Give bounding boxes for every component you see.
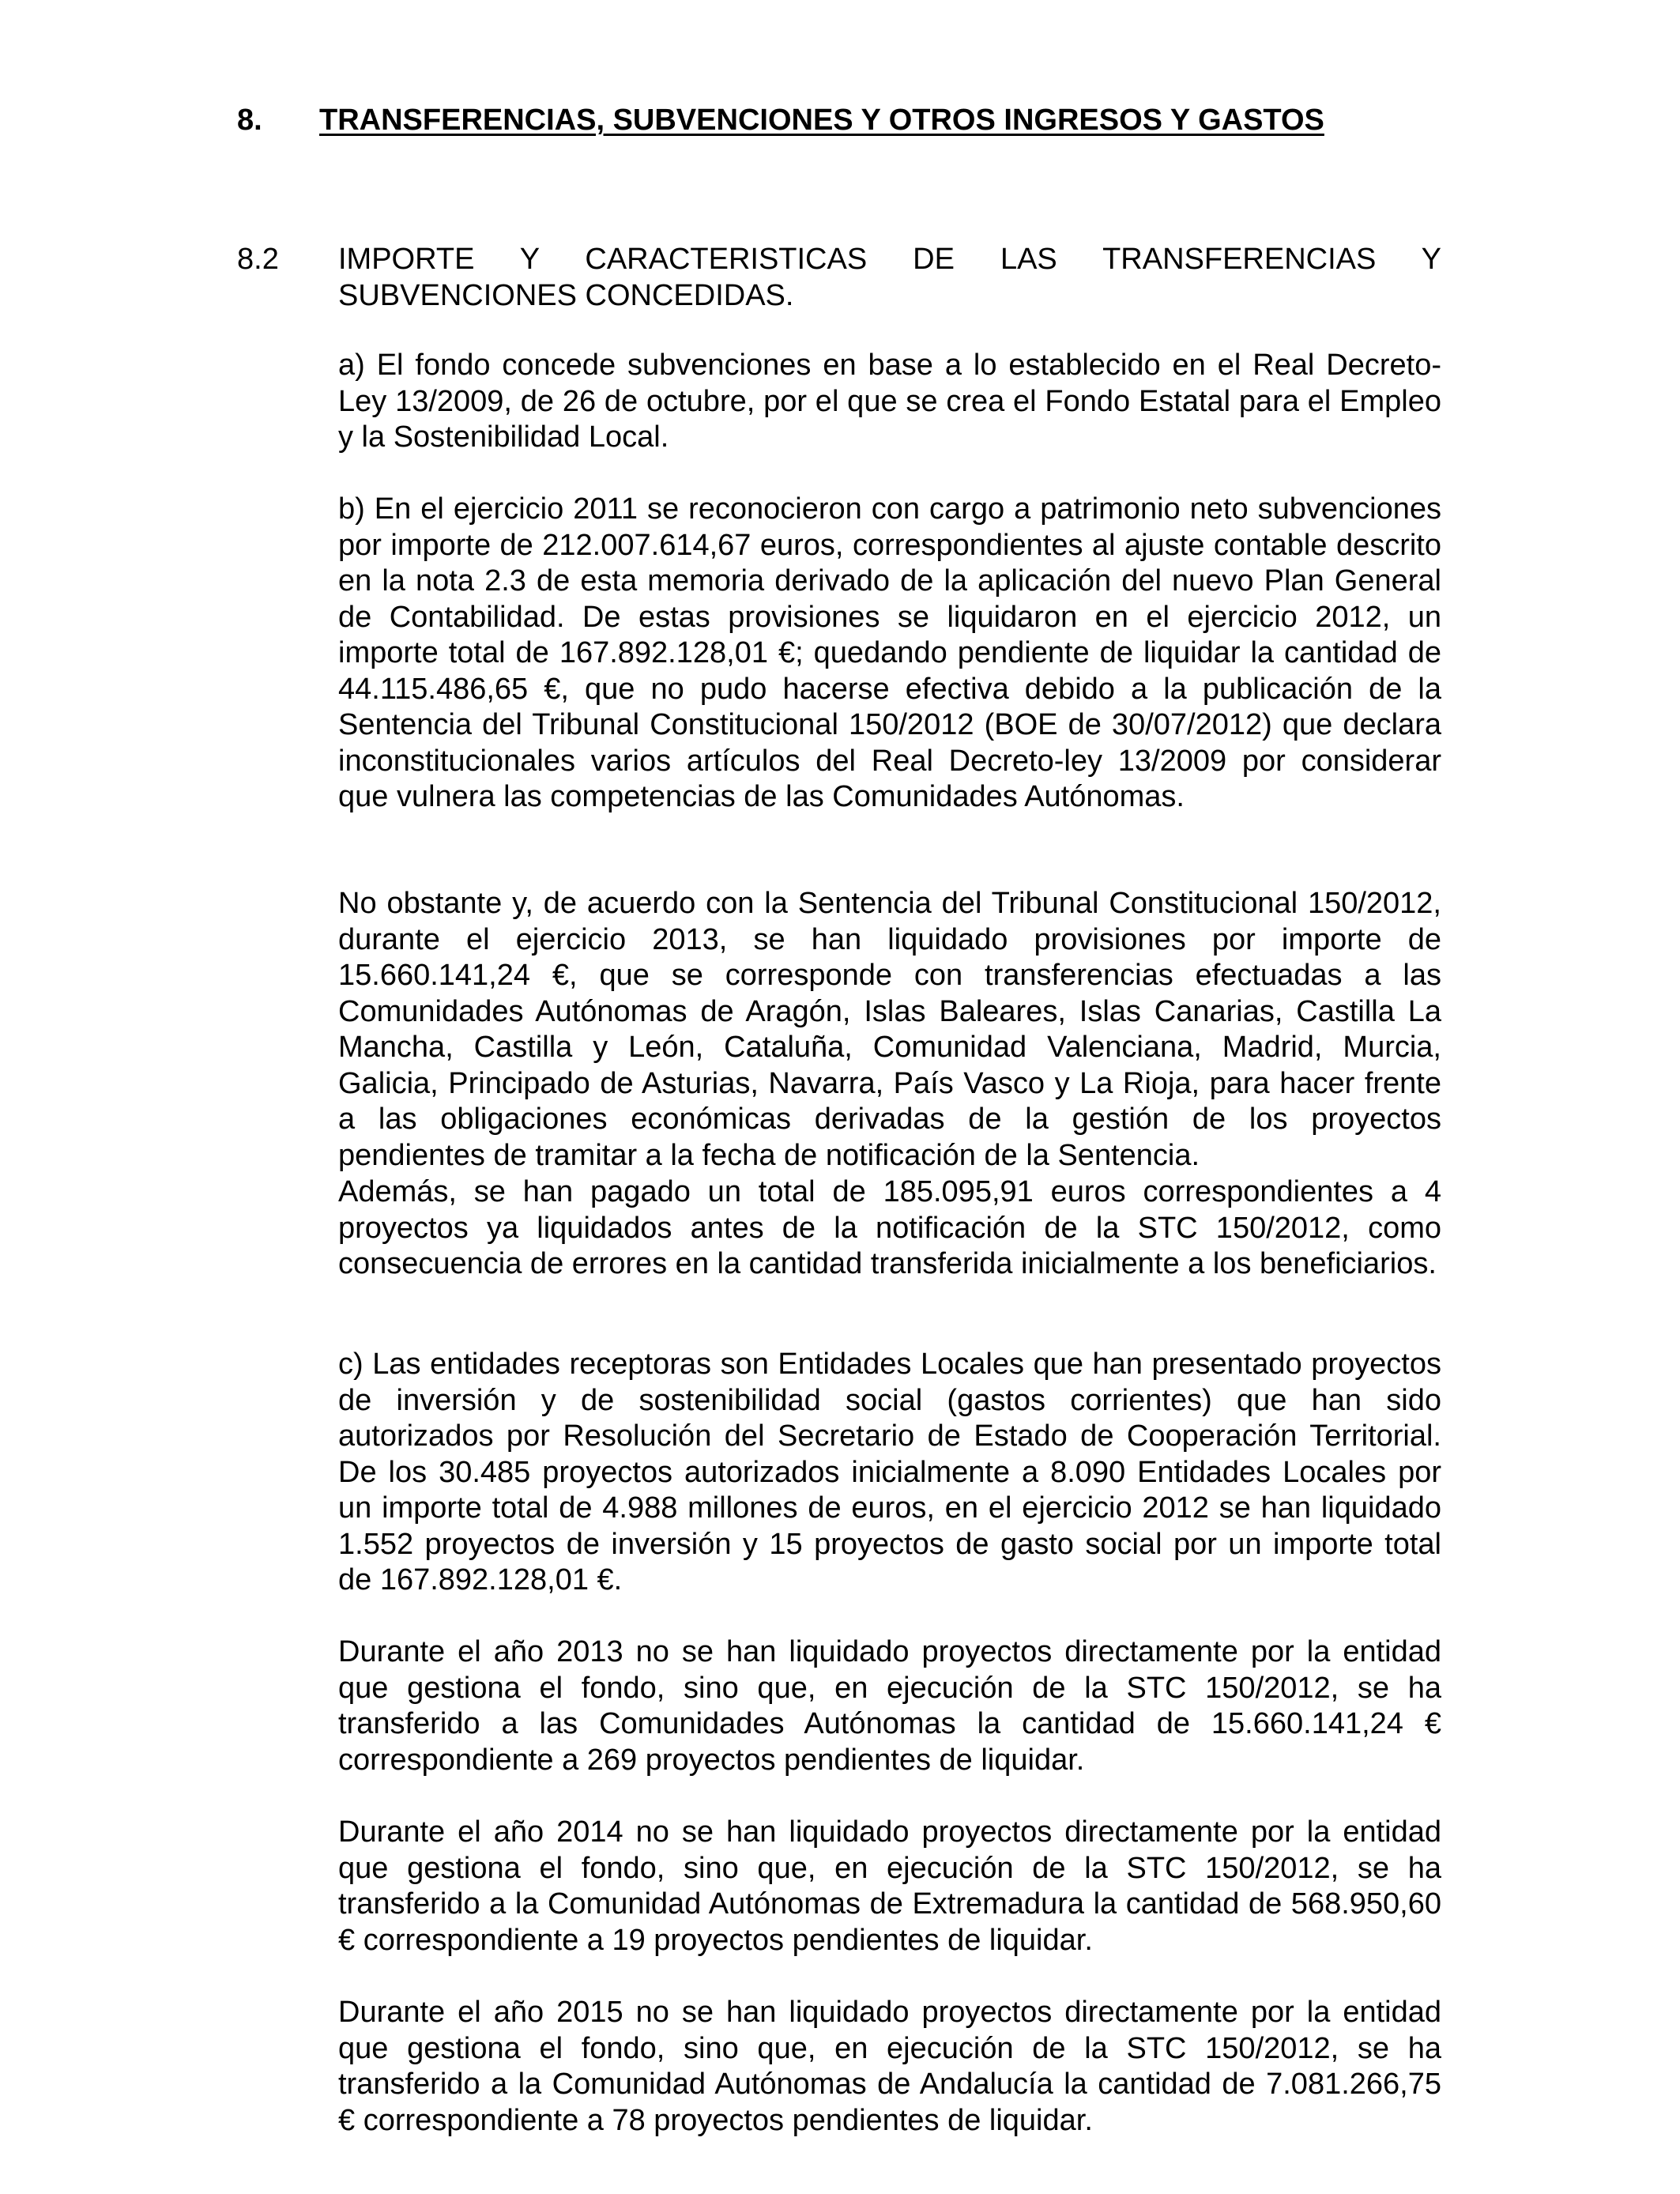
paragraph-c: c) Las entidades receptoras son Entidades Locales que han presentado proyectos de inversión y de sostenibilidad social (gastos corrientes) que han sido autorizados por Resolución del Secretario de Estado de Cooperación Territorial. De los 30.485 proyectos autorizados inicialmente a 8.090 Entidades Locales por un importe total de 4.988 millones de euros, en el ejercicio 2012 se han liquidado 1.552 proyectos de inversión y 15 proyectos de gasto social por un importe total de 167.892.128,01 €. (338, 1348, 1441, 1596)
paragraph-year-2013: Durante el año 2013 no se han liquidado proyectos directamente por la entidad que gestiona el fondo, sino que, en ejecución de la STC 150/2012, se ha transferido a las Comunidades Autónomas la cantidad de 15.660.141,24 € correspondiente a 269 proyectos pendientes de liquidar. (338, 1635, 1441, 1777)
paragraph-ademas: Además, se han pagado un total de 185.095,91 euros correspondientes a 4 proyectos ya liquidados antes de la notificación de la STC 150/2012, como consecuencia de errores en la cantidad transferida inicialmente a los beneficiarios. (338, 1175, 1441, 1280)
section-title: TRANSFERENCIAS, SUBVENCIONES Y OTROS INGRESOS Y GASTOS (319, 104, 1324, 137)
paragraph-no-obstante: No obstante y, de acuerdo con la Sentencia del Tribunal Constitucional 150/2012, durante el ejercicio 2013, se han liquidado provisiones por importe de 15.660.141,24 €, que se corresponde con transferencias efectuadas a las Comunidades Autónomas de Aragón, Islas Baleares, Islas Canarias, Castilla La Mancha, Castilla y León, Cataluña, Comunidad Valenciana, Madrid, Murcia, Galicia, Principado de Asturias, Navarra, País Vasco y La Rioja, para hacer frente a las obligaciones económicas derivadas de la gestión de los proyectos pendientes de tramitar a la fecha de notificación de la Sentencia. (338, 887, 1441, 1172)
subsection-title: IMPORTE Y CARACTERISTICAS DE LAS TRANSFERENCIAS Y SUBVENCIONES CONCEDIDAS. (338, 243, 1441, 312)
subsection-number: 8.2 (237, 243, 279, 276)
section-number: 8. (237, 104, 262, 137)
paragraph-year-2014: Durante el año 2014 no se han liquidado proyectos directamente por la entidad que gestiona el fondo, sino que, en ejecución de la STC 150/2012, se ha transferido a la Comunidad Autónomas de Extremadura la cantidad de 568.950,60 € correspondiente a 19 proyectos pendientes de liquidar. (338, 1815, 1441, 1957)
paragraph-year-2015: Durante el año 2015 no se han liquidado proyectos directamente por la entidad que gestiona el fondo, sino que, en ejecución de la STC 150/2012, se ha transferido a la Comunidad Autónomas de Andalucía la cantidad de 7.081.266,75 € correspondiente a 78 proyectos pendientes de liquidar. (338, 1996, 1441, 2137)
paragraph-a: a) El fondo concede subvenciones en base a lo establecido en el Real Decreto-Ley 13/2009, de 26 de octubre, por el que se crea el Fondo Estatal para el Empleo y la Sostenibilidad Local. (338, 349, 1441, 454)
section-heading (237, 101, 1324, 139)
paragraph-b: b) En el ejercicio 2011 se reconocieron con cargo a patrimonio neto subvenciones por importe de 212.007.614,67 euros, correspondientes al ajuste contable descrito en la nota 2.3 de esta memoria derivado de la aplicación del nuevo Plan General de Contabilidad. De estas provisiones se liquidaron en el ejercicio 2012, un importe total de 167.892.128,01 €; quedando pendiente de liquidar la cantidad de 44.115.486,65 €, que no pudo hacerse efectiva debido a la publicación de la Sentencia del Tribunal Constitucional 150/2012 (BOE de 30/07/2012) que declara inconstitucionales varios artículos del Real Decreto-ley 13/2009 por considerar que vulnera las competencias de las Comunidades Autónomas. (338, 492, 1441, 813)
